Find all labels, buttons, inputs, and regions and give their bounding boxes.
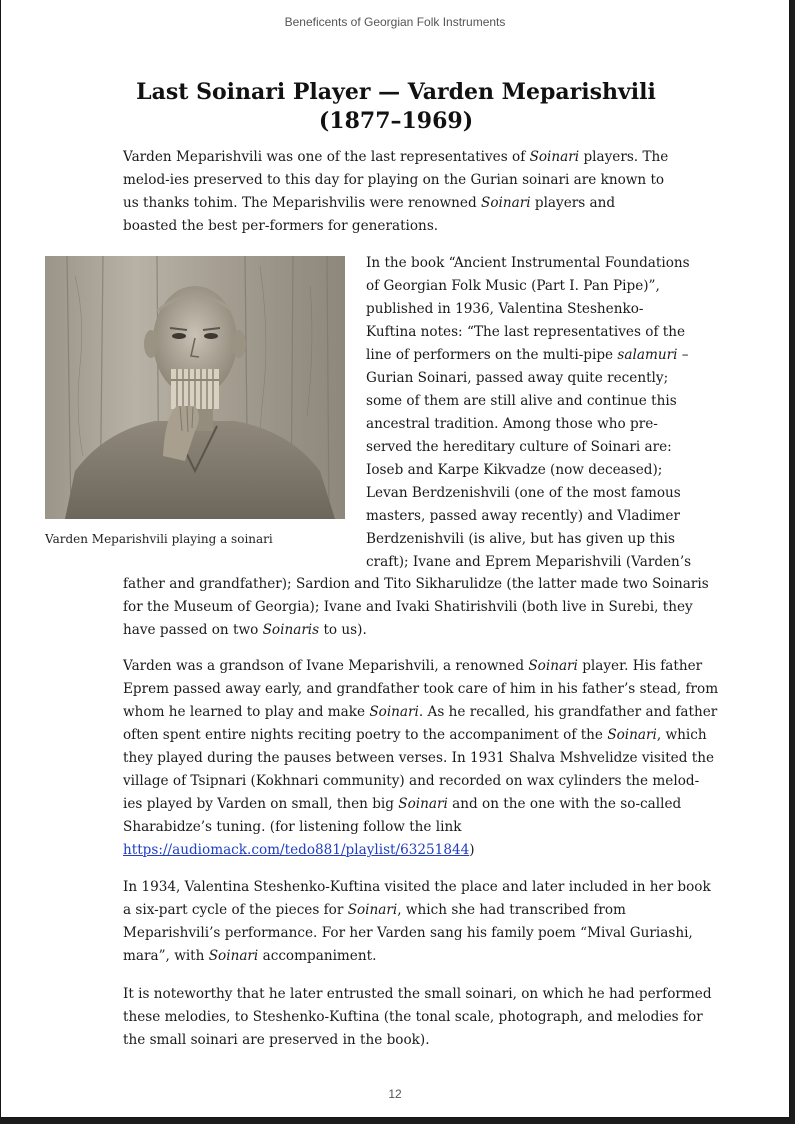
text-line: It is noteworthy that he later entrusted the small soinari, on which he had performed <box>123 986 712 1002</box>
figure-caption: Varden Meparishvili playing a soinari <box>45 532 273 546</box>
text-line: masters, passed away recently) and Vladimer <box>366 508 680 524</box>
text-line: In the book “Ancient Instrumental Foundations <box>366 255 690 271</box>
text-line: ies preserved to this day for playing on the Gurian soinari are known to us thanks to <box>123 172 665 211</box>
text-line: craft); Ivane and Eprem Meparishvili (Varden’s <box>366 554 692 570</box>
text-line: served the hereditary culture of Soinari are: <box>366 439 672 455</box>
soinari-panpipe <box>171 369 219 409</box>
text-line: the small soinari are preserved in the book). <box>123 1032 430 1048</box>
text-line: village of Tsipnari (Kokhnari community) and recorded on wax cylinders the melod- <box>123 773 700 789</box>
text-line: Berdzenishvili (is alive, but has given up this <box>366 531 675 547</box>
text-line: often spent entire nights reciting poetry to the accompaniment of the Soinari, which <box>123 727 707 743</box>
text-line: for the Museum of Georgia); Ivane and Ivaki Shatirishvili (both live in Surebi, they <box>123 599 693 615</box>
text-line: mara”, with Soinari accompaniment. <box>123 948 377 964</box>
text-line: Eprem passed away early, and grandfather took care of him in his father’s stead, from <box>123 681 719 697</box>
text-line: have passed on two Soinaris to us). <box>123 622 367 638</box>
text-line: Gurian Soinari, passed away quite recently; <box>366 370 669 386</box>
wrapped-paragraph <box>366 252 692 574</box>
audiomack-playlist-link[interactable]: https://audiomack.com/tedo881/playlist/63251844 <box>123 842 470 858</box>
paragraph-1934 <box>123 876 711 968</box>
page-number: 12 <box>388 1087 402 1101</box>
paragraph-grandson <box>123 655 719 862</box>
text-line: they played during the pauses between verses. In 1931 Shalva Mshvelidze visited the <box>123 750 715 766</box>
text-line: Meparishvili’s performance. For her Varden sang his family poem “Mival Guriashi, <box>123 925 693 941</box>
document-page <box>1 0 789 1117</box>
photo-varden-meparishvili <box>45 256 345 519</box>
text-line: Varden Meparishvili was one of the last representatives of Soinari players. The melod- <box>123 149 669 188</box>
text-line: ancestral tradition. Among those who pre- <box>366 416 658 432</box>
article-title: Last Soinari Player — Varden Meparishvili (1877–1969) <box>136 79 656 134</box>
text-line: Ioseb and Karpe Kikvadze (now deceased); <box>366 462 663 478</box>
text-line: him. The Meparishvilis were renowned Soinari players and boasted the best per- <box>123 195 616 234</box>
text-line: published in 1936, Valentina Steshenko- <box>366 301 644 317</box>
text-line: https://audiomack.com/tedo881/playlist/63251844) <box>123 842 475 858</box>
paragraph-noteworthy <box>123 983 712 1052</box>
text-line: Sharabidze’s tuning. (for listening follow the link <box>123 819 462 835</box>
text-line: ies played by Varden on small, then big Soinari and on the one with the so-called <box>123 796 682 812</box>
text-line: Varden was a grandson of Ivane Meparishvili, a renowned Soinari player. His father <box>123 658 703 674</box>
running-header: Beneficents of Georgian Folk Instruments <box>284 15 506 29</box>
text-line: a six-part cycle of the pieces for Soinari, which she had transcribed from <box>123 902 626 918</box>
text-line: these melodies, to Steshenko-Kuftina (the tonal scale, photograph, and melodies for <box>123 1009 703 1025</box>
text-line: whom he learned to play and make Soinari. As he recalled, his grandfather and father <box>123 704 718 720</box>
text-line: line of performers on the multi-pipe salamuri – <box>366 347 689 363</box>
text-line: Kuftina notes: “The last representatives of the <box>366 324 686 340</box>
figure <box>45 256 345 552</box>
text-line: In 1934, Valentina Steshenko-Kuftina visited the place and later included in her book <box>123 879 711 895</box>
text-line: some of them are still alive and continue this <box>366 393 677 409</box>
intro-paragraph <box>123 146 669 238</box>
text-line: Levan Berdzenishvili (one of the most famous <box>366 485 681 501</box>
wrapped-paragraph-continuation <box>123 573 709 642</box>
text-line: father and grandfather); Sardion and Tito Sikharulidze (the latter made two Soinaris <box>123 576 709 592</box>
text-line: formers for generations. <box>269 218 439 234</box>
text-line: of Georgian Folk Music (Part I. Pan Pipe)”, <box>366 278 660 294</box>
